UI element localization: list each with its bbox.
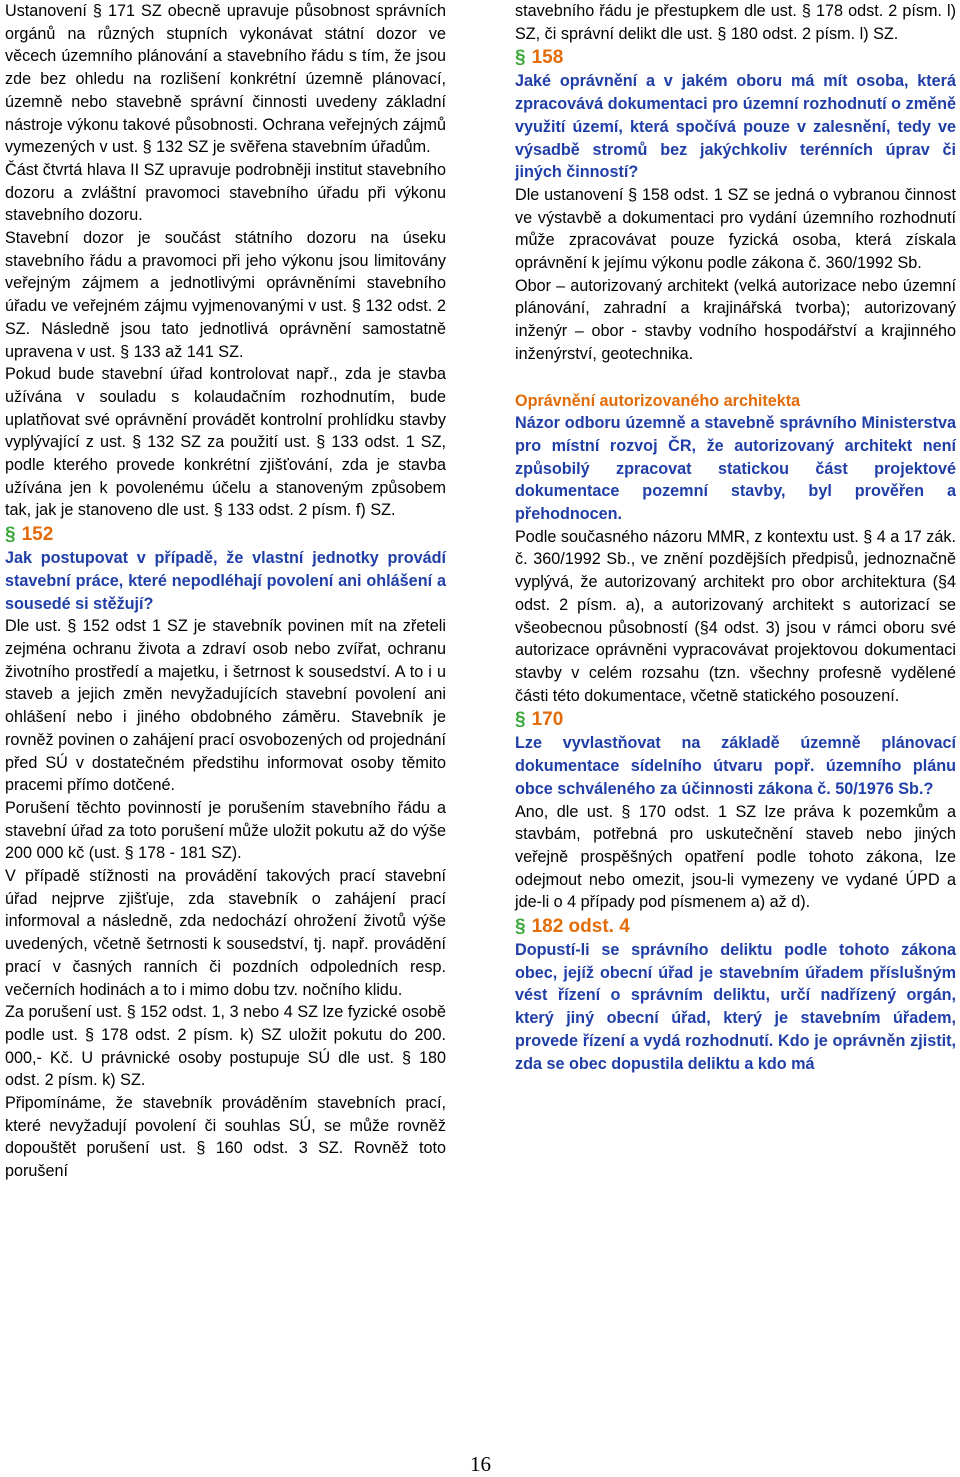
section-number: 152	[21, 524, 54, 546]
section-number: 158	[531, 47, 564, 69]
intro-paragraph-3: Stavební dozor je součást státního dozoru na úseku stavebního řádu a pravomoci při jeho výkonu jsou limitovány veřejným zájmem a jednotlivými oprávněními stavebního úřadu ve veřejném zájmu vyjmenovanými v ust. § 132 odst. 2 SZ. Následně jsou tato jednotlivá oprávnění samostatně upravena v ust. § 133 až 141 SZ.	[5, 229, 446, 361]
answer-152-part-4: Za porušení ust. § 152 odst. 1, 3 nebo 4 SZ lze fyzické osobě podle ust. § 178 odst. 2 písm. k) SZ uložit pokutu do 200. 000,- Kč. U právnické osoby postupuje SÚ dle ust. § 180 odst. 2 písm. k) SZ.	[5, 1003, 446, 1090]
answer-158-part-1: Dle ustanovení § 158 odst. 1 SZ se jedná o vybranou činnost ve výstavbě a dokumentaci pro vydání územního rozhodnutí může zpracovávat pouze fyzická osoba, která získala oprávnění k jejímu výkonu podle zákona č. 360/1992 Sb.	[515, 185, 956, 273]
architect-answer: Podle současného názoru MMR, z kontextu ust. § 4 a 17 zák. č. 360/1992 Sb., ve znění pozdějších předpisů, jednoznačně vyplývá, že autorizovaný architekt pro obor architektura (§4 odst. 2 písm. a), a autorizovaný architekt s autorizací se všeobecnou působností (§4 odst. 3) jsou v rámci oboru své autorizace oprávněni vypracovávat projektovou dokumentaci stavby v celém rozsahu (tzn. všechny profesně vydělené části této dokumentace, včetně statického posouzení.	[515, 527, 956, 705]
question-182: Dopustí-li se správního deliktu podle tohoto zákona obec, jejíž obecní úřad je stavebním úřadem příslušným vést řízení o správním deliktu, určí nadřízený orgán, který jiný obecní úřad, který je stavebním úřadem, provede řízení a vydá rozhodnutí. Kdo je oprávněn zjistit, zda se obec dopustila deliktu a kdo má	[515, 941, 956, 1073]
question-158: Jaké oprávnění a v jakém oboru má mít osoba, která zpracovává dokumentaci pro územní rozhodnutí o změně využití území, která spočívá pouze v zalesnění, tedy ve výsadbě stromů bez jakýchkoliv terénních úprav či jiných činností?	[515, 72, 956, 182]
section-symbol-icon: §	[5, 524, 16, 546]
section-number: 182 odst. 4	[531, 916, 630, 938]
answer-152-part-5: Připomínáme, že stavebník prováděním stavebních prací, které nevyžadují povolení či souhlas SÚ, se může rovněž dopouštět porušení ust. § 160 odst. 3 SZ. Rovněž toto porušení	[5, 1094, 446, 1181]
right-column	[515, 0, 956, 1075]
section-symbol-icon: §	[515, 47, 526, 69]
section-symbol-icon: §	[515, 916, 526, 938]
continuation-paragraph: stavebního řádu je přestupkem dle ust. § 178 odst. 2 písm. l) SZ, či správní delikt dle ust. § 180 odst. 2 písm. l) SZ.	[515, 2, 956, 43]
section-heading-182	[515, 914, 956, 939]
architect-statement: Názor odboru územně a stavebně správního Ministerstva pro místní rozvoj ČR, že autorizovaný architekt není způsobilý zpracovat statickou část projektové dokumentace pozemní stavby, byl prověřen a přehodnocen.	[515, 414, 956, 524]
question-170: Lze vyvlastňovat na základě územně plánovací dokumentace sídelního útvaru popř. územního plánu obce schváleného za účinnosti zákona č. 50/1976 Sb.?	[515, 734, 956, 798]
answer-158-part-2: Obor – autorizovaný architekt (velká autorizace nebo územní plánování, zahradní a krajinářská tvorba); autorizovaný inženýr – obor - stavby vodního hospodářství a krajinného inženýrství, geotechnika.	[515, 276, 956, 363]
section-heading-152	[5, 522, 446, 547]
question-152: Jak postupovat v případě, že vlastní jednotky provádí stavební práce, které nepodléhají povolení ani ohlášení a sousedé si stěžují?	[5, 549, 446, 613]
answer-152-part-1: Dle ust. § 152 odst 1 SZ je stavebník povinen mít na zřeteli zejména ochranu života a zdraví osob nebo zvířat, ochranu životního prostředí a majetku, i šetrnost k sousedství. A to i u staveb a jejich změn nevyžadujících stavební povolení ani ohlášení nebo i jiného obdobného záměru. Stavebník je rovněž povinen o zahájení prací osvobozených od projednání před SÚ v dostatečném předstihu informovat osoby těmito pracemi přímo dotčené.	[5, 617, 446, 795]
answer-152-part-2: Porušení těchto povinností je porušením stavebního řádu a stavební úřad za toto porušení může uložit pokutu až do výše 200 000 kč (ust. § 178 - 181 SZ).	[5, 798, 446, 863]
left-column	[5, 0, 446, 1183]
intro-paragraph-1: Ustanovení § 171 SZ obecně upravuje působnost správních orgánů na různých stupních vykonávat státní dozor ve věcech územního plánování a stavebního řádu s tím, že jsou zde bez ohledu na rozlišení konkrétní územně plánovací, územně nebo stavebně správní činnosti uvedeny základní nástroje výkonu takové působnosti. Ochrana veřejných zájmů vymezených v ust. § 132 SZ je svěřena stavebním úřadům.	[5, 2, 446, 157]
section-heading-170	[515, 707, 956, 732]
intro-paragraph-2: Část čtvrtá hlava II SZ upravuje podrobněji institut stavebního dozoru a zvláštní pravomoci stavebního úřadu při výkonu stavebního dozoru.	[5, 160, 446, 225]
architect-heading: Oprávnění autorizovaného architekta	[515, 391, 801, 410]
section-symbol-icon: §	[515, 709, 526, 731]
page-number: 16	[470, 1452, 491, 1476]
answer-170: Ano, dle ust. § 170 odst. 1 SZ lze práva k pozemkům a stavbám, potřebná pro uskutečnění staveb nebo jiných veřejně prospěšných opatření podle tohoto zákona, lze odejmout nebo omezit, jsou-li vymezeny ve vydané ÚPD a jde-li o 4 případy pod písmenem a) až d).	[515, 802, 956, 912]
section-heading-158	[515, 45, 956, 70]
section-number: 170	[531, 709, 564, 731]
intro-paragraph-4: Pokud bude stavební úřad kontrolovat např., zda je stavba užívána v souladu s kolaudačním rozhodnutím, bude uplatňovat své oprávnění provádět kontrolní prohlídku stavby vyplývající z ust. § 132 SZ za použití ust. § 133 odst. 1 SZ, podle kterého provede konkrétní zjišťování, zda je stavba užívána jen k povolenému účelu a stanoveným způsobem tak, jak je stanoveno dle ust. § 133 odst. 2 písm. f) SZ.	[5, 365, 446, 520]
answer-152-part-3: V případě stížnosti na provádění takových prací stavební úřad nejprve zjišťuje, zda stavebník o zahájení prací informoval a následně, zda nedochází ohrožení životů výše uvedených, včetně šetrnosti k sousedství, tj. např. provádění prací v časných ranních či pozdních odpoledních resp. večerních hodinách a to i mimo dobu tzv. nočního klidu.	[5, 867, 446, 999]
